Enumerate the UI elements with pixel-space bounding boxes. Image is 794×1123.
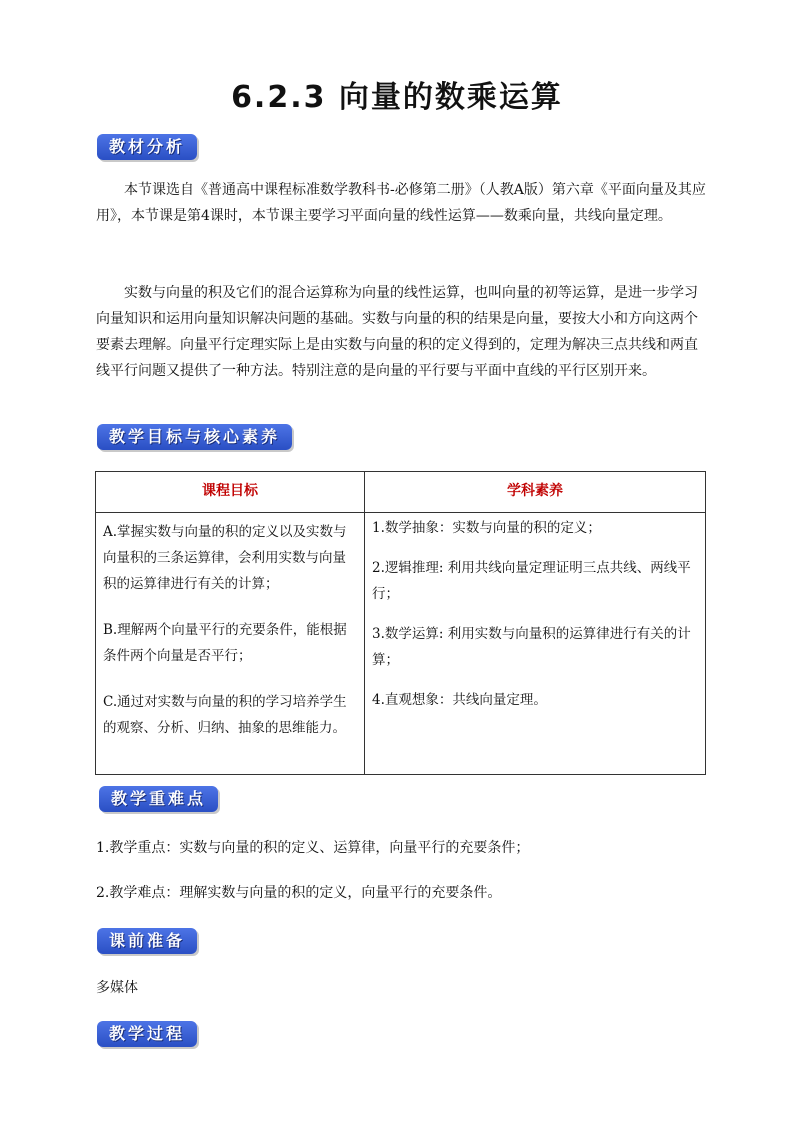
section-badge-analysis: 教材分析 — [97, 134, 197, 160]
section-badge-preparation: 课前准备 — [97, 928, 197, 954]
page-title: 6.2.3 向量的数乘运算 — [231, 80, 563, 115]
literacy-item: 3.数学运算: 利用实数与向量积的运算律进行有关的计算； — [372, 626, 691, 668]
course-goal-item: B.理解两个向量平行的充要条件，能根据条件两个向量是否平行； — [103, 622, 347, 664]
section-badge-goals: 教学目标与核心素养 — [97, 424, 292, 450]
table-header-subject-literacy: 学科素养 — [507, 483, 563, 499]
course-goals-cell — [103, 512, 359, 741]
course-goal-item: A.掌握实数与向量的积的定义以及实数与向量积的三条运算律，会利用实数与向量积的运算律进行有关的计算； — [103, 524, 347, 592]
literacy-item: 1.数学抽象：实数与向量的积的定义； — [372, 520, 601, 536]
difficult-point-line: 2.教学难点：理解实数与向量的积的定义，向量平行的充要条件。 — [96, 885, 502, 901]
key-point-line: 1.教学重点：实数与向量的积的定义、运算律，向量平行的充要条件； — [96, 840, 530, 856]
subject-literacy-cell — [372, 512, 702, 713]
goals-table — [95, 471, 706, 775]
course-goal-item: C.通过对实数与向量的积的学习培养学生的观察、分析、归纳、抽象的思维能力。 — [103, 694, 347, 736]
section-badge-process: 教学过程 — [97, 1021, 197, 1047]
analysis-paragraph-1: 本节课选自《普通高中课程标准数学教科书-必修第二册》（人教A版）第六章《平面向量及其应用》，本节课是第4课时，本节课主要学习平面向量的线性运算——数乘向量，共线向量定理。 — [96, 182, 706, 224]
table-header-course-goals: 课程目标 — [202, 483, 258, 499]
analysis-paragraph-2: 实数与向量的积及它们的混合运算称为向量的线性运算，也叫向量的初等运算，是进一步学习向量知识和运用向量知识解决问题的基础。实数与向量的积的结果是向量，要按大小和方向这两个要素去理解。向量平行定理实际上是由实数与向量的积的定义得到的，定理为解决三点共线和两直线平行问题又提供了一种方法。特别注意的是向量的平行要与平面中直线的平行区别开来。 — [96, 285, 698, 379]
literacy-item: 2.逻辑推理: 利用共线向量定理证明三点共线、两线平行； — [372, 560, 691, 602]
section-badge-keypoints: 教学重难点 — [99, 786, 218, 812]
literacy-item: 4.直观想象：共线向量定理。 — [372, 692, 547, 708]
preparation-text: 多媒体 — [96, 980, 138, 996]
